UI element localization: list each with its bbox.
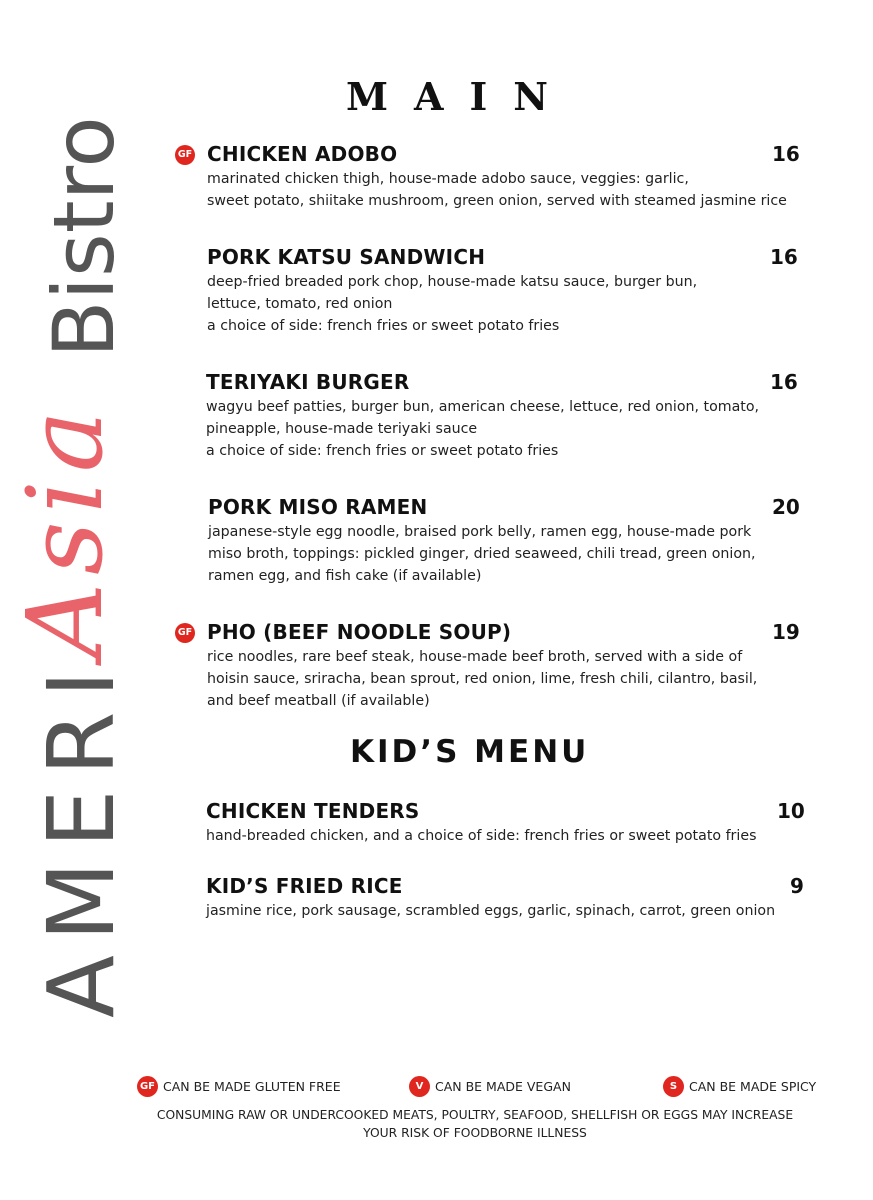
- desc-line: lettuce, tomato, red onion: [207, 296, 393, 312]
- desc-line: a choice of side: french fries or sweet potato fries: [207, 318, 560, 334]
- item-description: [207, 646, 817, 712]
- desc-line: a choice of side: french fries or sweet potato fries: [206, 443, 559, 459]
- brand-ameri: AMERI: [28, 656, 135, 1018]
- vegan-icon: V: [409, 1076, 430, 1097]
- item-name: CHICKEN ADOBO: [207, 142, 398, 166]
- gluten-free-badge: GF: [175, 145, 195, 165]
- item-description: [207, 168, 817, 212]
- item-name: CHICKEN TENDERS: [206, 799, 420, 823]
- item-price: 9: [790, 874, 804, 898]
- item-description: [206, 825, 816, 847]
- legend-label: CAN BE MADE SPICY: [689, 1079, 817, 1094]
- desc-line: hand-breaded chicken, and a choice of side: french fries or sweet potato fries: [206, 828, 757, 844]
- main-section-title: MAIN: [345, 74, 575, 119]
- consumer-warning: [130, 1106, 820, 1142]
- kids-section-title: KID’S MENU: [350, 734, 590, 770]
- legend-spicy: [663, 1076, 816, 1097]
- menu-item-pork-katsu-sandwich: [207, 245, 817, 337]
- warning-line: CONSUMING RAW OR UNDERCOOKED MEATS, POULTRY, SEAFOOD, SHELLFISH OR EGGS MAY INCREASE: [156, 1108, 794, 1122]
- menu-item-kids-fried-rice: [206, 874, 816, 922]
- desc-line: wagyu beef patties, burger bun, american cheese, lettuce, red onion, tomato,: [206, 399, 760, 415]
- legend-gluten-free: [137, 1076, 341, 1097]
- desc-line: japanese-style egg noodle, braised pork belly, ramen egg, house-made pork: [208, 524, 752, 540]
- item-price: 16: [770, 370, 798, 394]
- item-name: PORK MISO RAMEN: [208, 495, 428, 519]
- desc-line: ramen egg, and fish cake (if available): [208, 568, 482, 584]
- item-price: 16: [770, 245, 798, 269]
- brand-bistro: Bistro: [35, 116, 133, 358]
- item-price: 10: [777, 799, 805, 823]
- gluten-free-icon: GF: [137, 1076, 158, 1097]
- desc-line: rice noodles, rare beef steak, house-made beef broth, served with a side of: [207, 649, 743, 665]
- menu-item-chicken-adobo: [177, 142, 817, 212]
- item-description: [207, 271, 817, 337]
- item-price: 16: [772, 142, 800, 166]
- legend-label: CAN BE MADE VEGAN: [435, 1079, 571, 1094]
- legend-label: CAN BE MADE GLUTEN FREE: [163, 1079, 341, 1094]
- menu-item-chicken-tenders: [206, 799, 816, 847]
- item-name: TERIYAKI BURGER: [206, 370, 410, 394]
- item-description: [208, 521, 818, 587]
- item-name: PHO (BEEF NOODLE SOUP): [207, 620, 512, 644]
- desc-line: miso broth, toppings: pickled ginger, dried seaweed, chili tread, green onion,: [208, 546, 756, 562]
- item-price: 19: [772, 620, 800, 644]
- gluten-free-badge: GF: [175, 623, 195, 643]
- item-description: [206, 900, 816, 922]
- desc-line: pineapple, house-made teriyaki sauce: [206, 421, 478, 437]
- menu-item-pho: [177, 620, 817, 712]
- legend-vegan: [409, 1076, 571, 1097]
- desc-line: hoisin sauce, sriracha, bean sprout, red onion, lime, fresh chili, cilantro, basil,: [207, 671, 758, 687]
- desc-line: jasmine rice, pork sausage, scrambled eggs, garlic, spinach, carrot, green onion: [206, 903, 776, 919]
- brand-asia: Asia: [4, 402, 126, 658]
- item-name: PORK KATSU SANDWICH: [207, 245, 486, 269]
- desc-line: and beef meatball (if available): [207, 693, 430, 709]
- item-description: [206, 396, 816, 462]
- item-name: KID’S FRIED RICE: [206, 874, 403, 898]
- spicy-icon: S: [663, 1076, 684, 1097]
- warning-line: YOUR RISK OF FOODBORNE ILLNESS: [363, 1126, 587, 1140]
- desc-line: marinated chicken thigh, house-made adobo sauce, veggies: garlic,: [207, 171, 689, 187]
- menu-item-pork-miso-ramen: [208, 495, 818, 587]
- item-price: 20: [772, 495, 800, 519]
- menu-item-teriyaki-burger: [206, 370, 816, 462]
- desc-line: deep-fried breaded pork chop, house-made katsu sauce, burger bun,: [207, 274, 698, 290]
- desc-line: sweet potato, shiitake mushroom, green onion, served with steamed jasmine rice: [207, 193, 787, 209]
